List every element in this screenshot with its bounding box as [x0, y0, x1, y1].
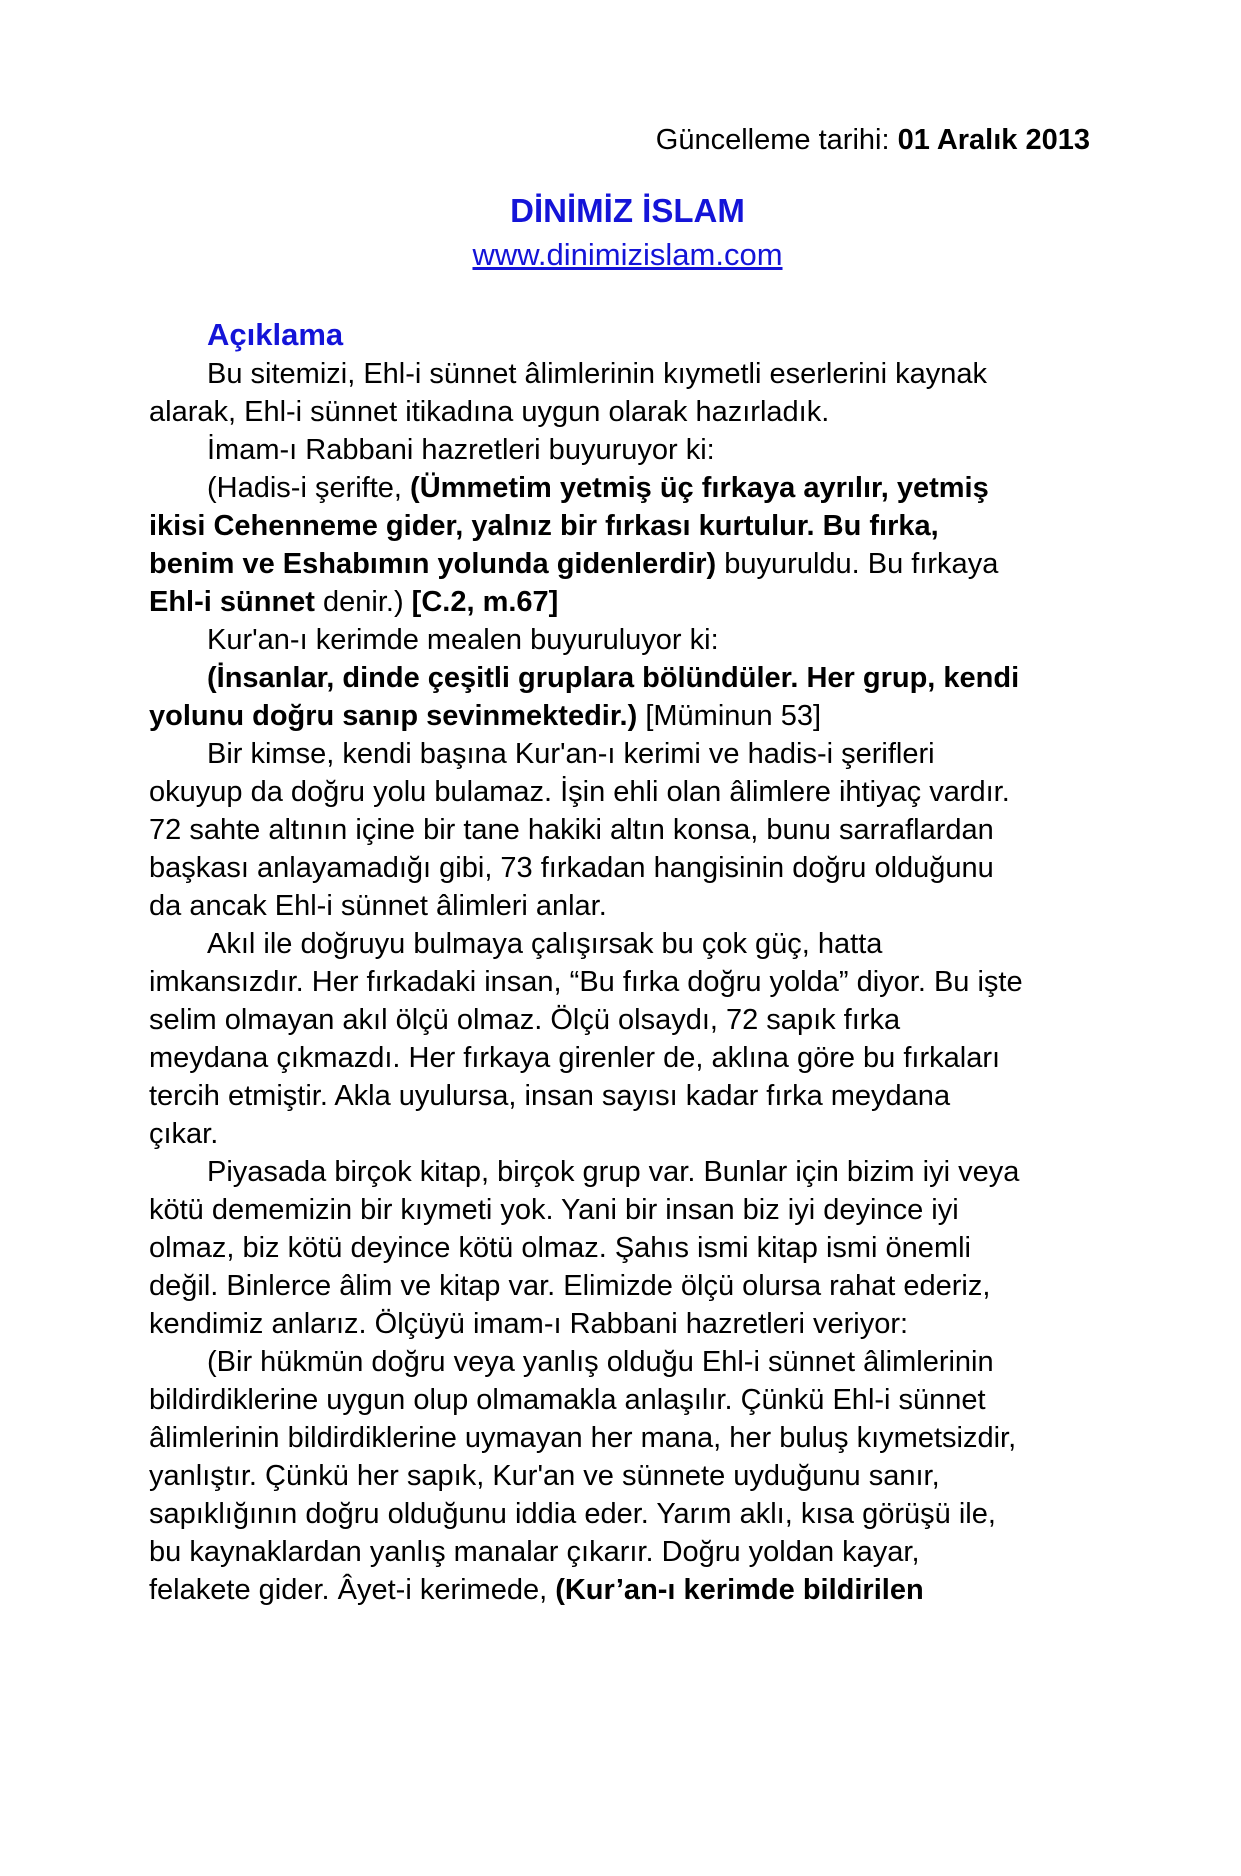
body-text: (Bir hükmün doğru veya yanlış olduğu Ehl-i sünnet âlimlerinin — [207, 1346, 994, 1378]
text-line — [149, 1153, 1106, 1191]
text-line — [149, 1039, 1106, 1077]
body-text: buyuruldu. Bu fırkaya — [716, 548, 999, 580]
text-line — [149, 545, 1106, 583]
text-line — [149, 697, 1106, 735]
update-date-line — [149, 121, 1106, 159]
body-text: selim olmayan akıl ölçü olmaz. Ölçü olsaydı, 72 sapık fırka — [149, 1004, 901, 1036]
body-text: değil. Binlerce âlim ve kitap var. Elimizde ölçü olursa rahat ederiz, — [149, 1270, 991, 1302]
text-line — [149, 621, 1106, 659]
text-line — [149, 355, 1106, 393]
text-line — [149, 659, 1106, 697]
article-body — [149, 355, 1106, 1609]
paragraph — [149, 1153, 1106, 1343]
paragraph — [149, 735, 1106, 925]
emphasis-text: (Kur’an-ı kerimde bildirilen — [555, 1574, 924, 1606]
body-text: [Müminun 53] — [637, 700, 822, 732]
body-text: bildirdiklerine uygun olup olmamakla anlaşılır. Çünkü Ehl-i sünnet — [149, 1384, 986, 1416]
body-text: çıkar. — [149, 1118, 219, 1150]
body-text: alarak, Ehl-i sünnet itikadına uygun olarak hazırladık. — [149, 396, 830, 428]
text-line — [149, 431, 1106, 469]
paragraph — [149, 659, 1106, 735]
text-line — [149, 1115, 1106, 1153]
body-text: tercih etmiştir. Akla uyulursa, insan sayısı kadar fırka meydana — [149, 1080, 951, 1112]
text-line — [149, 1305, 1106, 1343]
text-line — [149, 1419, 1106, 1457]
paragraph — [149, 431, 1106, 469]
text-line — [149, 963, 1106, 1001]
body-text: (Hadis-i şerifte, — [207, 472, 411, 504]
paragraph — [149, 621, 1106, 659]
update-date-value: 01 Aralık 2013 — [897, 124, 1090, 156]
body-text: meydana çıkmazdı. Her fırkaya girenler de, aklına göre bu fırkaları — [149, 1042, 1001, 1074]
body-text: yanlıştır. Çünkü her sapık, Kur'an ve sünnete uyduğunu sanır, — [149, 1460, 940, 1492]
body-text: 72 sahte altının içine bir tane hakiki altın konsa, bunu sarraflardan — [149, 814, 994, 846]
body-text: Akıl ile doğruyu bulmaya çalışırsak bu çok güç, hatta — [207, 928, 883, 960]
text-line — [149, 1343, 1106, 1381]
text-line — [149, 393, 1106, 431]
emphasis-text: (Ümmetim yetmiş üç fırkaya ayrılır, yetmiş — [410, 472, 989, 504]
paragraph — [149, 355, 1106, 431]
text-line — [149, 887, 1106, 925]
paragraph — [149, 469, 1106, 621]
text-line — [149, 1457, 1106, 1495]
body-text: başkası anlayamadığı gibi, 73 fırkadan hangisinin doğru olduğunu — [149, 852, 994, 884]
paragraph — [149, 1343, 1106, 1609]
text-line — [149, 1267, 1106, 1305]
document-page — [0, 121, 1241, 1609]
body-text: Kur'an-ı kerimde mealen buyuruluyor ki: — [207, 624, 719, 656]
body-text: okuyup da doğru yolu bulamaz. İşin ehli olan âlimlere ihtiyaç vardır. — [149, 776, 1010, 808]
text-line — [149, 583, 1106, 621]
text-line — [149, 1229, 1106, 1267]
body-text: bu kaynaklardan yanlış manalar çıkarır. Doğru yoldan kayar, — [149, 1536, 920, 1568]
body-text: felakete gider. Âyet-i kerimede, — [149, 1574, 556, 1606]
body-text: denir.) — [314, 586, 412, 618]
section-heading: Açıklama — [207, 317, 344, 352]
body-text: Bu sitemizi, Ehl-i sünnet âlimlerinin kıymetli eserlerini kaynak — [207, 358, 988, 390]
site-url-link[interactable]: www.dinimizislam.com — [472, 237, 783, 272]
body-text: imkansızdır. Her fırkadaki insan, “Bu fırka doğru yolda” diyor. Bu işte — [149, 966, 1023, 998]
body-text: sapıklığının doğru olduğunu iddia eder. Yarım aklı, kısa görüşü ile, — [149, 1498, 996, 1530]
text-line — [149, 735, 1106, 773]
update-date-label: Güncelleme tarihi: — [655, 124, 898, 156]
page-title: DİNİMİZ İSLAM — [510, 192, 745, 229]
text-line — [149, 1533, 1106, 1571]
emphasis-text: Ehl-i sünnet — [149, 586, 315, 618]
text-line — [149, 773, 1106, 811]
site-url-line — [149, 235, 1106, 275]
body-text: kötü dememizin bir kıymeti yok. Yani bir insan biz iyi deyince iyi — [149, 1194, 959, 1226]
text-line — [149, 469, 1106, 507]
text-line — [149, 1381, 1106, 1419]
text-line — [149, 1571, 1106, 1609]
body-text: İmam-ı Rabbani hazretleri buyuruyor ki: — [207, 434, 715, 466]
text-line — [149, 1191, 1106, 1229]
body-text: Piyasada birçok kitap, birçok grup var. Bunlar için bizim iyi veya — [207, 1156, 1020, 1188]
body-text: olmaz, biz kötü deyince kötü olmaz. Şahıs ismi kitap ismi önemli — [149, 1232, 971, 1264]
text-line — [149, 1495, 1106, 1533]
emphasis-text: yolunu doğru sanıp sevinmektedir.) — [149, 700, 638, 732]
emphasis-text: benim ve Eshabımın yolunda gidenlerdir) — [149, 548, 717, 580]
text-line — [149, 1001, 1106, 1039]
emphasis-text: (İnsanlar, dinde çeşitli gruplara bölündüler. Her grup, kendi — [207, 662, 1020, 694]
emphasis-text: [C.2, m.67] — [411, 586, 559, 618]
emphasis-text: ikisi Cehenneme gider, yalnız bir fırkası kurtulur. Bu fırka, — [149, 510, 939, 542]
text-line — [149, 849, 1106, 887]
body-text: Bir kimse, kendi başına Kur'an-ı kerimi ve hadis-i şerifleri — [207, 738, 935, 770]
paragraph — [149, 925, 1106, 1153]
body-text: âlimlerinin bildirdiklerine uymayan her mana, her buluş kıymetsizdir, — [149, 1422, 1017, 1454]
text-line — [149, 925, 1106, 963]
body-text: da ancak Ehl-i sünnet âlimleri anlar. — [149, 890, 607, 922]
body-text: kendimiz anlarız. Ölçüyü imam-ı Rabbani hazretleri veriyor: — [149, 1308, 909, 1340]
text-line — [149, 507, 1106, 545]
text-line — [149, 811, 1106, 849]
text-line — [149, 1077, 1106, 1115]
